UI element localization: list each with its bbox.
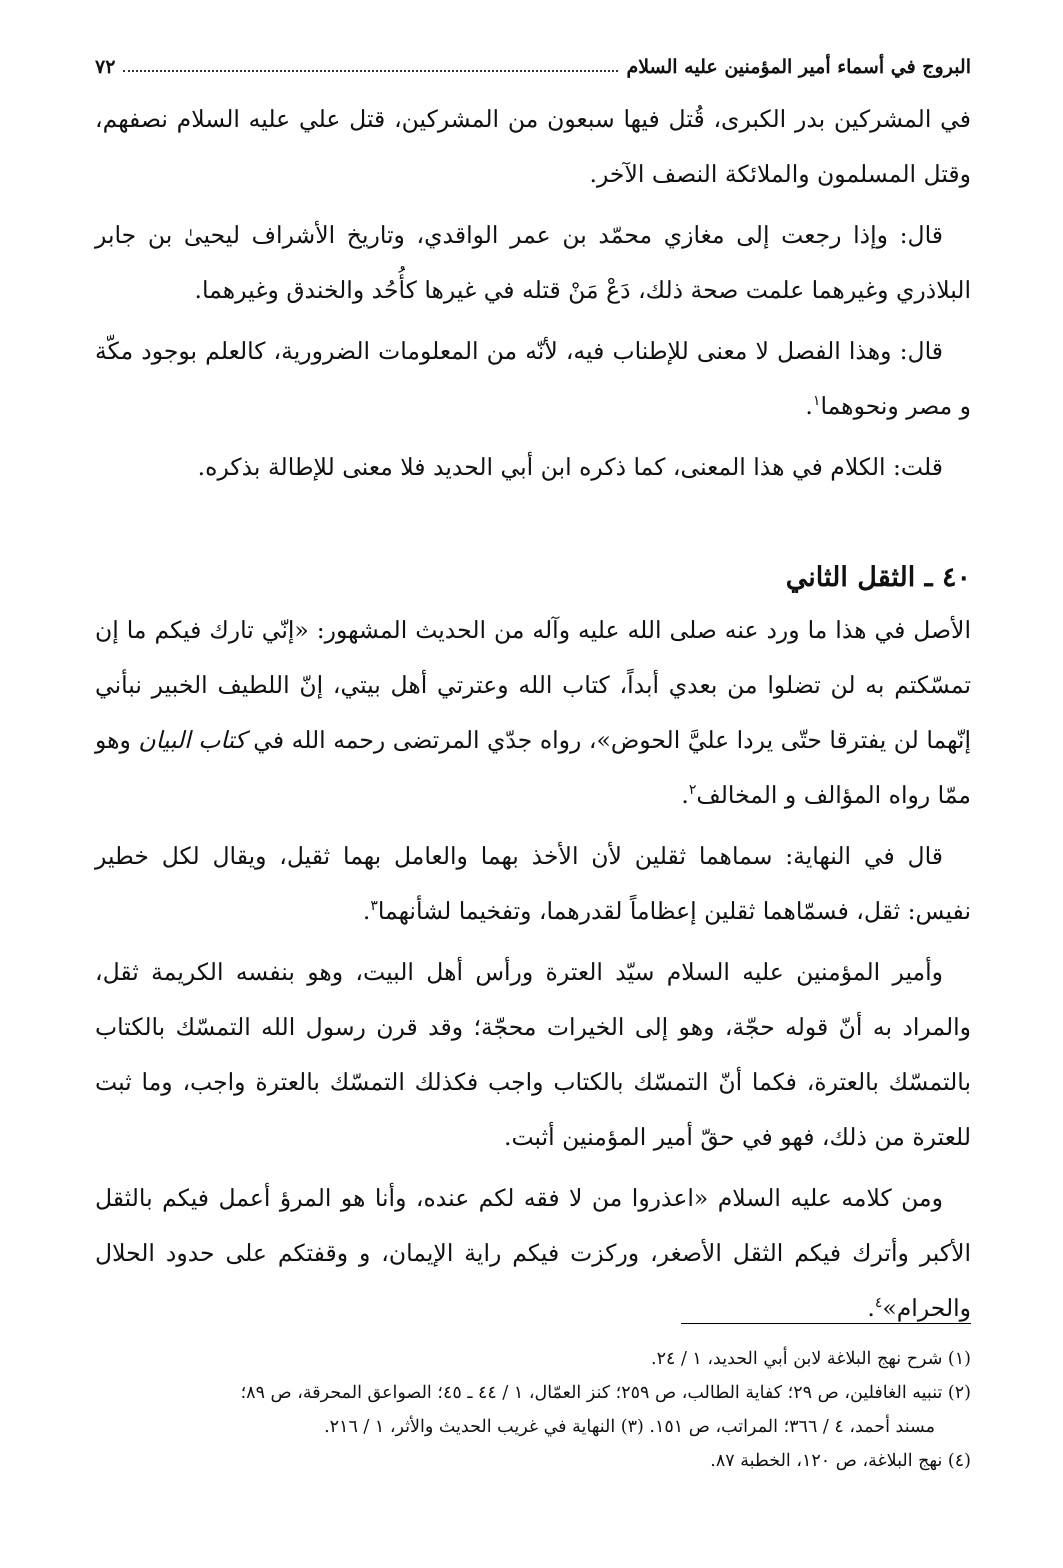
paragraph-text: وهو ممّا رواه المؤالف و المخالف [95,726,971,809]
book-title: البروج في أسماء أمير المؤمنين عليه السلام [626,56,971,78]
main-text [95,92,971,1336]
paragraph: ومن كلامه عليه السلام «اعذروا من لا فقه لكم عنده، وأنا هو المرؤ أعمل فيكم بالثقل الأكبر وأترك فيكم الثقل الأصغر، وركزت فيكم راية الإيمان، و وقفتكم على حدود الحلال والحرام»$^٤$. [95,1184,971,1322]
paragraph: قال: وإذا رجعت إلى مغازي محمّد بن عمر الواقدي، وتاريخ الأشراف ليحيىٰ بن جابر البلاذري وغيرهما علمت صحة ذلك، دَعْ مَنْ قتله في غيرها كأُحُد والخندق وغيرهما. [95,221,971,304]
paragraph: وأمير المؤمنين عليه السلام سيّد العترة ورأس أهل البيت، وهو بنفسه الكريمة ثقل، والمراد به أنّ قوله حجّة، وهو إلى الخيرات محجّة؛ وقد قرن رسول الله التمسّك بالكتاب بالتمسّك بالعترة، فكما أنّ التمسّك بالكتاب واجب فكذلك التمسّك بالعترة واجب، وما ثبت للعترة من ذلك، فهو في حقّ أمير المؤمنين أثبت. [95,958,971,1151]
footnote-rule [681,1323,971,1324]
book-title-italic: كتاب البيان [138,726,246,754]
paragraph-text: الأصل في هذا ما ورد عنه صلى الله عليه وآله من الحديث المشهور: «إنّي تارك فيكم ما إن تمسّكتم به لن تضلوا من بعدي أبداً، كتاب الله وعترتي أهل بيتي، إنّ اللطيف الخبير نبأني إنّهما لن يفترقا حتّى يردا عليَّ الحوض»، رواه جدّي المرتضى رحمه الله في [95,616,971,754]
paragraph: قلت: الكلام في هذا المعنى، كما ذكره ابن أبي الحديد فلا معنى للإطالة بذكره. [197,453,943,481]
footnote: مسند أحمد، ٤ / ٣٦٦؛ المراتب، ص ١٥١. (٣) النهاية في غريب الحديث والأثر، ١ / ٢١٦. [324,1417,935,1437]
running-header [95,38,971,78]
paragraph: قال في النهاية: سماهما ثقلين لأن الأخذ بهما والعامل بهما ثقيل، ويقال لكل خطير نفيس: ثقل، فسمّاهما ثقلين إعظاماً لقدرهما، وتفخيما لشأنهما$^٣$. [95,842,971,925]
footnote: (٤) نهج البلاغة، ص ١٢٠، الخطبة ٨٧. [710,1451,971,1471]
footnote-mark: ١ [812,393,821,410]
footnote: (٢) تنبيه الغافلين، ص ٢٩؛ كفاية الطالب، ص ٢٥٩؛ كنز العمّال، ١ / ٤٤ ـ ٤٥؛ الصواعق المحرقة، ص ٨٩؛ [240,1383,971,1403]
section-heading: ٤٠ ـ الثقل الثاني [785,562,971,593]
document-page [95,38,971,1471]
footnote-mark: ٤ [874,1295,883,1312]
paragraph-text: قال في النهاية: سماهما ثقلين لأن الأخذ بهما والعامل بهما ثقيل، ويقال لكل خطير نفيس: ثقل، فسمّاهما ثقلين إعظاماً لقدرهما، وتفخيما لشأنهما [95,842,971,925]
paragraph: في المشركين بدر الكبرى، قُتل فيها سبعون من المشركين، قتل علي عليه السلام نصفهم، وقتل المسلمون والملائكة النصف الآخر. [95,105,971,188]
footnote: (١) شرح نهج البلاغة لابن أبي الحديد، ١ / ٢٤. [650,1349,971,1369]
header-dotted-leader [123,70,618,72]
footnotes [95,1323,971,1478]
paragraph: الأصل في هذا ما ورد عنه صلى الله عليه وآله من الحديث المشهور: «إنّي تارك فيكم ما إن تمسّكتم به لن تضلوا من بعدي أبداً، كتاب الله وعترتي أهل بيتي، إنّ اللطيف الخبير نبأني إنّهما لن يفترقا حتّى يردا عليَّ الحوض»، رواه جدّي المرتضى رحمه الله في كتاب البيان وهو ممّا رواه المؤالف و المخالف$^٢$. [95,616,971,809]
page-number: ٧٢ [95,56,116,78]
paragraph-text: قال: وهذا الفصل لا معنى للإطناب فيه، لأنّه من المعلومات الضرورية، كالعلم بوجود مكّة و مصر ونحوهما [95,337,971,420]
footnote-mark: ٣ [370,898,378,915]
paragraph: قال: وهذا الفصل لا معنى للإطناب فيه، لأنّه من المعلومات الضرورية، كالعلم بوجود مكّة و مصر ونحوهما$^١$. [95,337,971,420]
footnote-mark: ٢ [688,782,697,799]
paragraph-text: ومن كلامه عليه السلام «اعذروا من لا فقه لكم عنده، وأنا هو المرؤ أعمل فيكم بالثقل الأكبر وأترك فيكم الثقل الأصغر، وركزت فيكم راية الإيمان، و وقفتكم على حدود الحلال والحرام» [95,1184,971,1322]
